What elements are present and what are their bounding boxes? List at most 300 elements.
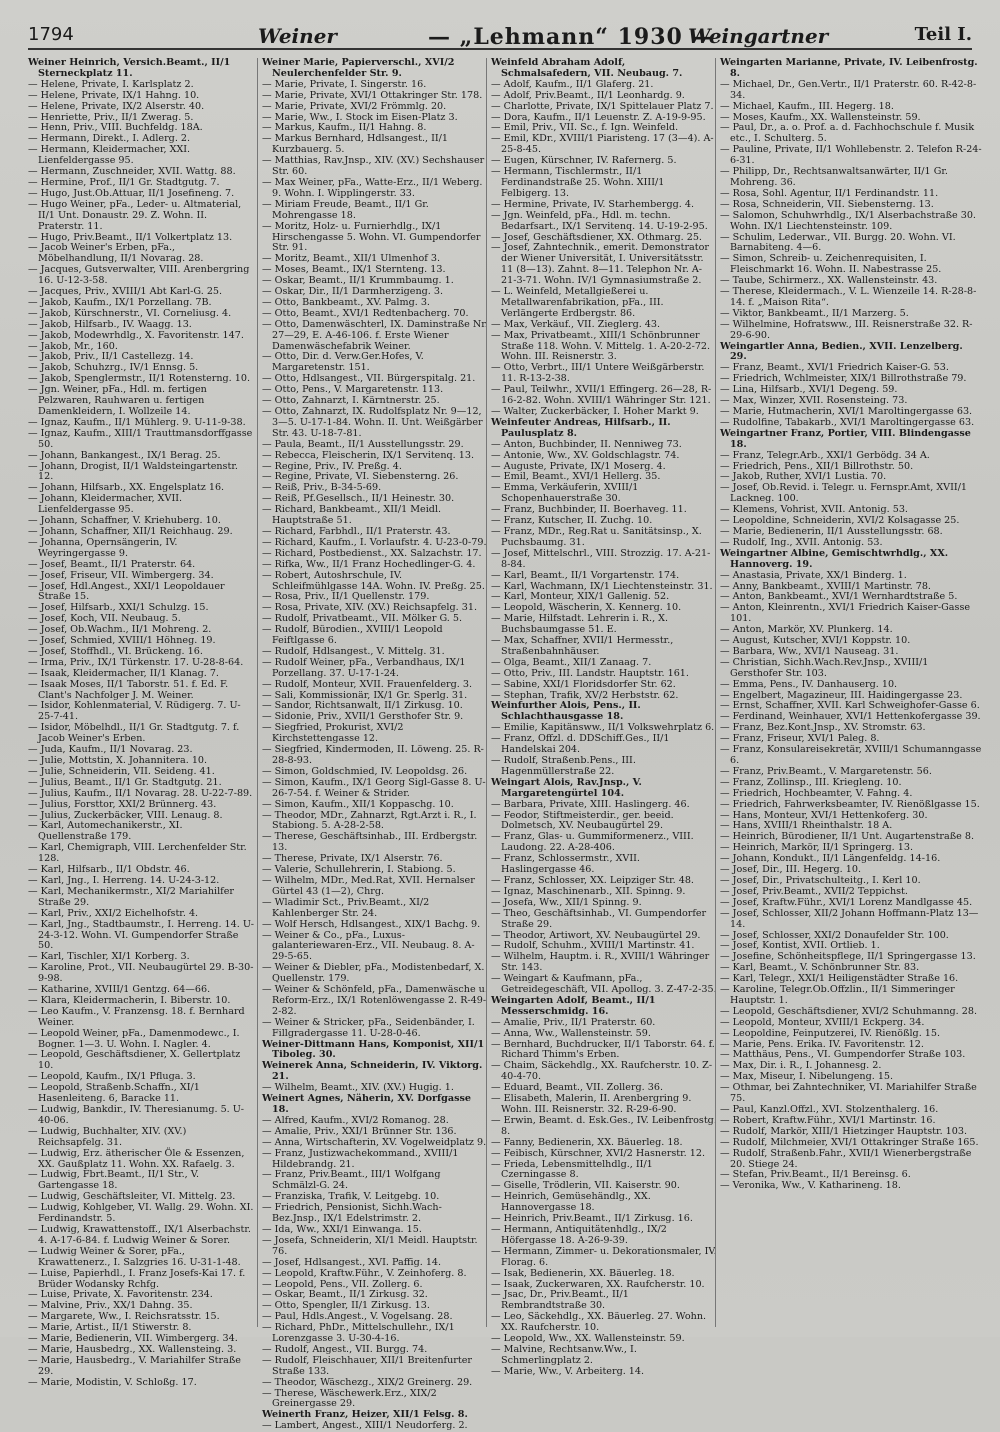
directory-entry: — Marie, Private, XVI/1 Ottakringer Str. 178.: [262, 89, 483, 101]
directory-entry: — Max, Dir. i. R., I. Johannesg. 2.: [720, 1060, 882, 1072]
directory-entry: — Karl, Automechanikerstr., XI. Quellenstraße 179.: [28, 820, 183, 843]
directory-entry: — Sandor, Richtsanwalt, II/1 Zirkusg. 10.: [262, 700, 463, 712]
directory-entry: — Anastasia, Private, XX/1 Binderg. 1.: [720, 569, 907, 581]
directory-entry: — Josef, Schlosser, XII/2 Johann Hoffmann-Platz 13—14.: [720, 907, 979, 930]
directory-entry: — Miriam Freude, Beamt., II/1 Gr. Mohrengasse 18.: [262, 198, 429, 221]
directory-entry: — Rudolf, Privatbeamt., VII. Mölker G. 5.: [262, 613, 463, 625]
directory-entry: — Chaim, Säckehdlg., XX. Raufcherstr. 10. Z-40-4-70.: [491, 1060, 713, 1083]
directory-entry: — Leopoldine, Schneiderin, XVI/2 Kolsagasse 25.: [720, 515, 960, 527]
directory-entry: — Leopold, Wäscherin, X. Kennerg. 10.: [491, 602, 682, 614]
directory-entry: — Simon, Kaufm., XII/1 Koppaschg. 10.: [262, 798, 454, 810]
directory-entry: — Rosa, Sohl. Agentur, II/1 Ferdinandstr. 11.: [720, 187, 939, 199]
directory-entry: — Helene, Private, IX/2 Alserstr. 40.: [28, 100, 205, 112]
directory-entry: — Friedrich, Pensionist, Sichh.Wach-Bez.Jnsp., IX/1 Edelstrimstr. 2.: [262, 1202, 442, 1225]
directory-entry: — Otto, Bankbeamt., XV. Palmg. 3.: [262, 296, 430, 308]
directory-entry: — Franz, Schlossermstr., XVII. Haslingergasse 46.: [491, 853, 640, 876]
page-header: [28, 14, 972, 50]
directory-entry: — Ludwig, Buchhalter, XIV. (XV.) Reichsapfelg. 31.: [28, 1125, 187, 1148]
directory-entry: — Otto, Zahnarzt, IX. Rudolfsplatz Nr. 9—12, 3—5. U-17-1-84. Wohn. II. Unt. Weißgärber Str. 43. U-18-7-81.: [262, 406, 483, 439]
header-first-entry: Weiner: [258, 24, 337, 48]
directory-entry: — Max, Winzer, XVII. Rosensteing. 73.: [720, 395, 908, 407]
directory-entry: — Hans, XVIII/1 Rheinthalstr. 18 A.: [720, 820, 893, 832]
column-3: [486, 57, 717, 1377]
directory-entry: — Josef, Dir., Privatschulteitg., I. Kerl 10.: [720, 874, 921, 886]
directory-entry: — Julius, Forsttor, XXI/2 Brünnerg. 43.: [28, 798, 217, 810]
directory-entry: — Jacques, Priv., XVIII/1 Abt Karl-G. 25.: [28, 286, 223, 298]
directory-entry: — Frieda, Lebensmittelhdlg., II/1 Czerningasse 8.: [491, 1158, 653, 1181]
directory-entry: — Karoline, Prot., VII. Neubaugürtel 29. B-30-9-98.: [28, 962, 254, 985]
directory-entry: — Ludwig, Geschäftsleiter, VI. Mittelg. 23.: [28, 1191, 236, 1203]
directory-entry: — Leopold, Geschäftsdiener, X. Gellertplatz 10.: [28, 1049, 241, 1072]
directory-entry: — Leopold, Straßenb.Schaffn., XI/1 Hasenleiteng. 6, Baracke 11.: [28, 1082, 200, 1105]
directory-entry: — L. Weinfeld, Metallgießerei u. Metallwarenfabrikation, pFa., III. Verlängerte Erdbergstr. 86.: [491, 286, 664, 319]
directory-entry: — Fanny, Bedienerin, XX. Bäuerleg. 18.: [491, 1136, 683, 1148]
directory-entry: — Therese, Kleidermach., V. L. Wienzeile 14. R-28-8-14. f. „Maison Rita“.: [720, 286, 977, 308]
directory-entry: — Moses, Beamt., IX/1 Sternteng. 13.: [262, 264, 446, 276]
directory-entry: — Max Weiner, pFa., Watte-Erz., II/1 Weberg. 9. Wohn. I. Wipplingerstr. 33.: [262, 176, 483, 199]
directory-entry: — Max, Schaffner, XVII/1 Hermesstr., Straßenbahnhäuser.: [491, 635, 674, 657]
column-2: [257, 57, 488, 1432]
directory-entry: — Marie, Private, XVI/2 Frömmlg. 20.: [262, 100, 447, 112]
directory-entry: — Otto, Spengler, II/1 Zirkusg. 13.: [262, 1300, 430, 1312]
directory-entry: — Friedrich, Pens., XII/1 Billrothstr. 50.: [720, 460, 914, 472]
directory-entry: — Leo, Säckehdlg., XX. Bäuerleg. 27. Wohn. XX. Raufcherstr. 10.: [491, 1311, 707, 1334]
directory-entry: — Karl, Tischler, XI/1 Korberg. 3.: [28, 951, 190, 963]
directory-entry: — Richard, PhDr., Mittelschullehr., IX/1 Lorenzgasse 3. U-30-4-16.: [262, 1322, 455, 1345]
directory-entry: — Josef, Koch, VII. Neubaug. 5.: [28, 613, 181, 625]
directory-entry: — Wladimir Sct., Priv.Beamt., XI/2 Kahlenberger Str. 24.: [262, 896, 430, 919]
directory-entry: — Leopold, Geschäftsdiener, XVI/2 Schuhmanng. 28.: [720, 1005, 978, 1017]
directory-entry: — Feibisch, Kürschner, XVI/2 Hasnerstr. 12.: [491, 1147, 706, 1159]
directory-entry: — Franz, Glas- u. Gummiformenerz., VIII. Laudong. 22. A-28-406.: [491, 831, 694, 854]
directory-entry: — Franz, Priv.Beamt., III/1 Wolfgang Schmälzl-G. 24.: [262, 1169, 441, 1192]
directory-entry: Weingartner Albine, Gemischtwrhdlg., XX. Hannoverg. 19.: [720, 547, 949, 570]
page-number: 1794: [28, 24, 74, 45]
directory-entry: — Richard, Postbedienst., XX. Salzachstr. 17.: [262, 547, 482, 559]
directory-entry: — Josefa, Schneiderin, XI/1 Meidl. Hauptstr. 76.: [262, 1234, 478, 1257]
directory-entry: — Jgn. Weinfeld, pFa., Hdl. m. techn. Bedarfsart., IX/1 Servitenq. 14. U-19-2-95.: [491, 209, 708, 232]
directory-entry: — Ignaz, Maschinenarb., XII. Spinng. 9.: [491, 885, 686, 897]
directory-entry: — Josef, Hdlsangest., XVI. Paffig. 14.: [262, 1256, 442, 1268]
directory-entry: — Leopold, Pens., VII. Zollerg. 6.: [262, 1278, 423, 1290]
directory-entry: — Karoline, Telegr.Ob.Offzlin., II/1 Simmeringer Hauptstr. 1.: [720, 984, 955, 1006]
directory-entry: — Josefa, Ww., XII/1 Spinng. 9.: [491, 896, 642, 908]
directory-entry: — Hugo, Priv.Beamt., II/1 Volkertplatz 13.: [28, 231, 233, 243]
directory-entry: Weinerek Anna, Schneiderin, IV. Viktorg. 21.: [262, 1060, 483, 1083]
header-last-entry: Weingartner: [688, 24, 829, 48]
directory-entry: — Amalie, Priv., XXI/1 Brünner Str. 136.: [262, 1125, 457, 1137]
directory-entry: — Matthäus, Pens., VI. Gumpendorfer Straße 103.: [720, 1049, 966, 1061]
directory-entry: — Marie, Bedienerin, VII. Wimbergerg. 34.: [28, 1333, 238, 1345]
directory-entry: — Hermann, Zimmer- u. Dekorationsmaler, IV. Florag. 6.: [491, 1245, 717, 1268]
directory-entry: — Rifka, Ww., II/1 Franz Hochedlinger-G. 4.: [262, 558, 476, 570]
directory-entry: — Josef, Kraftw.Führ., XVI/1 Lorenz Mandlgasse 45.: [720, 896, 973, 908]
directory-entry: Weingartner Franz, Portier, VIII. Blindengasse 18.: [720, 427, 971, 450]
directory-entry: — Ludwig Weiner & Sorer, pFa., Krawattenerz., I. Salzgries 16. U-31-1-48.: [28, 1245, 241, 1268]
directory-entry: — Leo Kaufm., V. Franzensg. 18. f. Bernhard Weiner.: [28, 1005, 245, 1028]
directory-entry: — Josef, Geschäftsdiener, XX. Othmarg. 25.: [491, 231, 702, 243]
directory-entry: — Marie, Ww., I. Stock im Eisen-Platz 3.: [262, 111, 458, 123]
directory-entry: — Ludwig, Fbrt.Beamt., II/1 Str., V. Gartengasse 18.: [28, 1169, 200, 1192]
directory-entry: — Hermine, Prof., II/1 Gr. Stadtgutg. 7.: [28, 176, 220, 188]
directory-entry: — Rudolf, Angest., VII. Burgg. 74.: [262, 1343, 428, 1355]
directory-entry: — Robert, Autoshrschule, IV. Schleifmühlgasse 14A. Wohn. IV. Preßg. 25.: [262, 569, 485, 592]
directory-entry: — Theodor, MDr., Zahnarzt, Rgt.Arzt i. R., I. Stabiong. 5. A-28-2-58.: [262, 809, 477, 832]
directory-entry: — Weiner & Stricker, pFa., Seidenbänder, I. Fillgradergasse 11. U-28-0-46.: [262, 1016, 475, 1039]
directory-entry: — Friedrich, Fahrwerksbeamter, IV. Rienößlgasse 15.: [720, 798, 980, 810]
directory-entry: — Otto, Dir. d. Verw.Ger.Hofes, V. Margaretenstr. 151.: [262, 351, 424, 374]
directory-entry: — Franz, Schlosser, XX. Leipziger Str. 48.: [491, 874, 694, 886]
directory-entry: — Franz, MDr., Reg.Rat u. Sanitätsinsp., X. Puchsbaumg. 31.: [491, 525, 702, 548]
directory-entry: — Jakob, Schuhzrg., IV/1 Ennsg. 5.: [28, 362, 199, 374]
directory-entry: — Franziska, Trafik, V. Leitgebg. 10.: [262, 1191, 440, 1203]
directory-entry: — Wilhelmine, Hofratsww., III. Reisnerstraße 32. R-29-6-90.: [720, 318, 973, 341]
directory-entry: — Eugen, Kürschner, IV. Rafernerg. 5.: [491, 155, 677, 167]
directory-entry: — Juda, Kaufm., II/1 Novarag. 23.: [28, 744, 193, 756]
directory-entry: — Isidor, Möbelhdl., II/1 Gr. Stadtgutg. 7. f. Jacob Weiner's Erben.: [28, 722, 240, 745]
directory-entry: — Viktor, Bankbeamt., II/1 Marzerg. 5.: [720, 307, 909, 319]
directory-entry: — Markus, Kaufm., II/1 Hahng. 8.: [262, 122, 427, 134]
directory-entry: — Rosa, Private, XIV. (XV.) Reichsapfelg. 31.: [262, 602, 477, 614]
directory-entry: — Hermine, Private, IV. Starhembergg. 4.: [491, 198, 695, 210]
directory-entry: — Robert, Kraftw.Führ., XVI/1 Martinstr. 16.: [720, 1114, 936, 1126]
directory-entry: Weingartler Anna, Bedien., XVII. Lenzelberg. 29.: [720, 340, 963, 363]
directory-entry: — Lambert, Angest., XIII/1 Neudorferg. 2.: [262, 1420, 468, 1432]
directory-entry: — Emma, Verkäuferin, XVIII/1 Schopenhauerstraße 30.: [491, 482, 639, 505]
directory-entry: — Hugo, Just.Ob.Attuar, II/1 Josefineng. 7.: [28, 187, 235, 199]
directory-entry: — Moses, Kaufm., XX. Wallensteinstr. 59.: [720, 111, 921, 123]
directory-entry: — Rosa, Schneiderin, VII. Siebensterng. 13.: [720, 198, 934, 210]
directory-entry: — Weiner & Co., pFa., Luxus-galanteriewaren-Erz., VII. Neubaug. 8. A-29-5-65.: [262, 929, 475, 963]
directory-entry: — Valerie, Schullehrerin, I. Stabiong. 5.: [262, 864, 456, 876]
directory-entry: — Leopold Weiner, pFa., Damenmodewc., I. Bogner. 1—3. U. Wohn. I. Nagler. 4.: [28, 1027, 240, 1050]
directory-entry: — Johann, Bankangest., IX/1 Berag. 25.: [28, 449, 221, 461]
directory-entry: — Marie, Hausbedrg., V. Mariahilfer Straße 29.: [28, 1354, 241, 1377]
directory-entry: — Franz, Bez.Kont.Jnsp., XV. Stromstr. 63.: [720, 722, 926, 734]
header-part: Teil I.: [914, 24, 972, 45]
directory-entry: — Rudolf, Ing., XVII. Antonig. 53.: [720, 536, 883, 548]
directory-entry: — Hermann, Zuschneider, XVII. Wattg. 88.: [28, 166, 236, 178]
directory-entry: — Johann, Schaffner, XII/1 Reichhaug. 29.: [28, 525, 233, 537]
directory-entry: — Adolf, Kaufm., II/1 Glaferg. 21.: [491, 78, 654, 90]
directory-entry: — Leopold, Monteur, XVIII/1 Eckperg. 34.: [720, 1016, 925, 1028]
directory-entry: — Veronika, Ww., V. Katharineng. 18.: [720, 1180, 901, 1192]
directory-entry: — Theodor, Artiwort, XV. Neubaugürtel 29.: [491, 929, 701, 941]
directory-entry: — Moritz, Holz- u. Furnierhdlg., IX/1 Hirschengasse 5. Wohn. VI. Gumpendorfer Str. 91.: [262, 220, 481, 254]
directory-entry: — Otto, Hdlsangest., VII. Bürgerspitalg. 21.: [262, 373, 476, 385]
directory-entry: — Leopoldine, Feinputzerei, IV. Rienößlg. 15.: [720, 1027, 941, 1039]
directory-entry: — Max, Verkäuf., VII. Zieglerg. 43.: [491, 318, 661, 330]
directory-entry: — Marie, Modistin, V. Schloßg. 17.: [28, 1376, 197, 1388]
directory-entry: — Marie, Pens. Erika. IV. Favoritenstr. 12.: [720, 1038, 924, 1050]
directory-entry: — Emil, Priv., VII. Sc., f. Ign. Weinfeld.: [491, 122, 679, 134]
directory-entry: — Karl, Jng., I. Herreng. 14. U-24-3-12.: [28, 874, 220, 886]
directory-entry: Weinfurther Alois, Pens., II. Schlachthausgasse 18.: [491, 700, 641, 723]
directory-entry: — Johann, Hilfsarb., XX. Engelsplatz 16.: [28, 482, 225, 494]
directory-entry: — Rudolfine, Tabakarb., XVI/1 Maroltingergasse 63.: [720, 416, 975, 428]
directory-entry: — Engelbert, Magazineur, III. Haidingergasse 23.: [720, 689, 963, 701]
directory-entry: — Franz, Priv.Beamt., V. Margaretenstr. 56.: [720, 765, 932, 777]
directory-entry: — Richard, Farbhdl., II/1 Praterstr. 43.: [262, 525, 451, 537]
directory-entry: — Barbara, Ww., XVI/1 Nauseag. 31.: [720, 645, 899, 657]
directory-entry: — Elisabeth, Malerin, II. Arenbergring 9. Wohn. III. Reisnerstr. 32. R-29-6-90.: [491, 1093, 692, 1115]
directory-entry: — Otto, Beamt., XVI/1 Redtenbacherg. 70.: [262, 307, 469, 319]
directory-entry: — Rudolf Weiner, pFa., Verbandhaus, IX/1 Porzellang. 37. U-17-1-24.: [262, 656, 466, 679]
directory-entry: — Pauline, Private, II/1 Wohllebenstr. 2. Telefon R-24-6-31.: [720, 144, 982, 167]
directory-entry: — Karl, Beamt., II/1 Vorgartenstr. 174.: [491, 569, 680, 581]
directory-entry: — Julius, Kaufm., II/1 Novarag. 28. U-22-7-89.: [28, 787, 253, 799]
directory-entry: — Simon, Schreib- u. Zeichenrequisiten, I. Fleischmarkt 16. Wohn. II. Nabestrasse 25.: [720, 253, 942, 276]
directory-entry: — Regine, Private, VI. Siebensterng. 26.: [262, 471, 459, 483]
directory-entry: — Auguste, Private, IX/1 Moserg. 4.: [491, 460, 666, 472]
directory-entry: — Margarete, Ww., I. Reichsratsstr. 15.: [28, 1311, 220, 1323]
directory-entry: — Franz, Beamt., XVI/1 Friedrich Kaiser-G. 53.: [720, 362, 949, 374]
directory-entry: — Josef, Ob.Wachm., II/1 Mohreng. 2.: [28, 624, 212, 636]
directory-entry: — Paula, Beamt., II/1 Ausstellungsstr. 29.: [262, 438, 464, 450]
directory-entry: — Hugo Weiner, pFa., Leder- u. Altmaterial, II/1 Unt. Donaustr. 29. Z. Wohn. II. Praterstr. 11.: [28, 198, 242, 232]
directory-entry: — Siegfried, Kindermoden, II. Löweng. 25. R-28-8-93.: [262, 744, 484, 766]
directory-entry: — Leopold, Kaufm., IX/1 Pfluga. 3.: [28, 1071, 196, 1083]
directory-entry: — Paul, Dr., a. o. Prof. a. d. Fachhochschule f. Musik etc., I. Schulterg. 5.: [720, 122, 975, 145]
directory-entry: Weinert Agnes, Näherin, XV. Dorfgasse 18.: [262, 1093, 471, 1115]
directory-entry: — Rudolf, Schuhm., XVIII/1 Martinstr. 41.: [491, 940, 695, 952]
directory-entry: Weinerth Franz, Heizer, XII/1 Felsg. 8.: [262, 1409, 468, 1421]
directory-entry: — Rosa, Priv., II/1 Quellenstr. 179.: [262, 591, 430, 603]
directory-entry: — Anton, Kleinrentn., XVI/1 Friedrich Kaiser-Gasse 101.: [720, 602, 971, 625]
directory-entry: — Paul, Teilwhr., XVII/1 Effingerg. 26—28, R-16-2-82. Wohn. XVIII/1 Währinger Str. 121.: [491, 384, 712, 407]
directory-entry: — Karl, Beamt., V. Schönbrunner Str. 83.: [720, 962, 920, 974]
directory-entry: — Franz, Justizwachekommand., XVIII/1 Hildebrandg. 21.: [262, 1147, 459, 1170]
directory-entry: — Philipp, Dr., Rechtsanwaltsanwärter, II/1 Gr. Mohreng. 36.: [720, 166, 948, 188]
directory-entry: — Josef, Kontist, XVII. Ortlieb. 1.: [720, 940, 880, 952]
directory-entry: — Erwin, Beamt. d. Esk.Ges., IV. Leibenfrostg. 8.: [491, 1114, 717, 1137]
directory-entry: — Anna, Ww., Wallensteinstr. 59.: [491, 1027, 651, 1039]
directory-entry: — Reiß, Pf.Gesellsch., II/1 Heinestr. 30.: [262, 493, 455, 505]
directory-entry: — Franz, Friseur, XVI/1 Paleg. 8.: [720, 733, 880, 745]
directory-entry: — Rudolf, Milchmeier, XVI/1 Ottakringer Straße 165.: [720, 1136, 979, 1148]
directory-entry: — Ignaz, Kaufm., XIII/1 Trauttmansdorffgasse 50.: [28, 427, 253, 450]
directory-entry: — Regine, Priv., IV. Preßg. 4.: [262, 460, 402, 472]
directory-entry: — Josef, Beamt., II/1 Praterstr. 64.: [28, 558, 196, 570]
directory-entry: — Luise, Papierhdl., I. Franz Josefs-Kai 17. f. Brüder Wodansky Rchfg.: [28, 1267, 246, 1290]
directory-entry: — Max, Privatbeamt., XIII/1 Schönbrunner Straße 118. Wohn. V. Mittelg. 1. A-20-2-72. Wohn. III. Reisnerstr. 3.: [491, 329, 711, 363]
directory-entry: — Markus Bernhard, Hdlsangest., II/1 Kurzbauerg. 5.: [262, 133, 449, 156]
directory-entry: — Therese, Private, IX/1 Alserstr. 76.: [262, 853, 443, 865]
directory-entry: — Salomon, Schuhwrhdlg., IX/1 Alserbachstraße 30. Wohn. IX/1 Liechtensteinstr. 109.: [720, 209, 976, 232]
directory-entry: — Malvine, Priv., XX/1 Dahng. 35.: [28, 1300, 193, 1312]
directory-entry: — Giselle, Trödlerin, VII. Kaiserstr. 90.: [491, 1180, 680, 1192]
directory-entry: — Helene, Private, I. Karlsplatz 2.: [28, 78, 194, 90]
directory-entry: — Ludwig, Kohlgeber, VI. Wallg. 29. Wohn. XI. Ferdinandstr. 5.: [28, 1202, 254, 1225]
directory-entry: — Franz, Offzl. d. DDSchiff.Ges., II/1 Handelskai 204.: [491, 733, 670, 756]
directory-entry: — Otto, Damenwäschterl, IX. Daminstraße Nr. 27—29, E. A-46-106. f. Erste Wiener Damenwäschefabrik Weiner.: [262, 318, 488, 352]
directory-entry: — Paul, Kanzl.Offzl., XVI. Stolzenthalerg. 16.: [720, 1104, 939, 1115]
directory-entry: — Isaak, Kleidermacher, II/1 Klanag. 7.: [28, 667, 219, 679]
directory-entry: — Jakob, Modewrhdlg., X. Favoritenstr. 147.: [28, 329, 244, 341]
directory-entry: — Marie, Private, I. Singerstr. 16.: [262, 78, 427, 90]
directory-entry: — Rudolf, Bürodien., XVIII/1 Leopold Feiftlgasse 6.: [262, 624, 443, 647]
directory-entry: — Johann, Kondukt., II/1 Längenfeldg. 14-16.: [720, 853, 941, 865]
directory-entry: — Josef, Dir., III. Hegerg. 10.: [720, 864, 862, 876]
directory-entry: — Rudolf, Hdlsangest., V. Mittelg. 31.: [262, 645, 445, 657]
directory-entry: — Isaak Moses, II/1 Taborstr. 51. f. Ed. F. Clant's Nachfolger J. M. Weiner.: [28, 678, 229, 701]
column-4: [715, 58, 982, 1327]
directory-entry: — Josef, Stoffhdl., VI. Brückeng. 16.: [28, 645, 203, 657]
directory-entry: Weingart Alois, Rav.Jnsp., V. Margaretengürtel 104.: [491, 776, 642, 799]
directory-entry: — Josef, Priv.Beamt., XVII/2 Teppichst.: [720, 885, 908, 897]
directory-entry: — Jakob, Priv., II/1 Castellezg. 14.: [28, 351, 194, 363]
directory-entry: — Taube, Schirmerz., XX. Wallensteinstr. 43.: [720, 275, 938, 287]
directory-entry: — Simon, Goldschmied, IV. Leopoldsg. 26.: [262, 765, 468, 777]
directory-entry: — Simon, Kaufm., IX/1 Georg Sigl-Gasse 8. U-26-7-54. f. Weiner & Strider.: [262, 776, 486, 799]
directory-entry: — Rebecca, Fleischerin, IX/1 Servitenq. 13.: [262, 449, 475, 461]
directory-entry: — Irma, Priv., IX/1 Türkenstr. 17. U-28-8-64.: [28, 656, 244, 668]
directory-entry: — Dora, Kaufm., II/1 Leuenstr. Z. A-19-9-95.: [491, 111, 706, 123]
directory-entry: — Jakob, Kürschnerstr., VI. Corneliusg. 4.: [28, 307, 232, 319]
directory-entry: — Karl, Chemigraph, VIII. Lerchenfelder Str. 128.: [28, 842, 247, 865]
directory-entry: — Josef, Hdl.Angest., XXI/1 Leopoldauer Straße 15.: [28, 580, 225, 603]
directory-entry: — Isidor, Kohlenmaterial, V. Rüdigerg. 7. U-25-7-41.: [28, 700, 241, 723]
directory-entry: — Olga, Beamt., XII/1 Zanaag. 7.: [491, 656, 652, 668]
directory-entry: — Emil, KDr., XVIII/1 Piaristeng. 17 (3—4). A-25-8-45.: [491, 133, 714, 156]
directory-entry: — Johanna, Opernsängerin, IV. Weyringergasse 9.: [28, 536, 178, 559]
directory-entry: — Eduard, Beamt., VII. Zollerg. 36.: [491, 1082, 664, 1094]
directory-entry: — Moritz, Beamt., XII/1 Ulmenhof 3.: [262, 253, 441, 265]
directory-entry: — Marie, Ww., V. Arbeiterg. 14.: [491, 1365, 645, 1377]
directory-entry: — Oskar, Beamt., II/1 Zirkusg. 32.: [262, 1289, 428, 1301]
directory-entry: — Wolf Hersch, Hdlsangest., XIX/1 Bachg. 9.: [262, 918, 481, 930]
directory-entry: — Anna, Wirtschafterin, XV. Vogelweidplatz 9.: [262, 1136, 487, 1148]
directory-entry: — Richard, Bankbeamt., XII/1 Meidl. Hauptstraße 51.: [262, 504, 442, 527]
directory-entry: — Adolf, Priv.Beamt., II/1 Leonhardg. 9.: [491, 89, 685, 101]
directory-entry: — Hermann, Antiquitätenhdlg., IX/2 Höfergasse 18. A-26-9-39.: [491, 1223, 667, 1246]
directory-entry: — Franz, Konsulareisekretär, XVIII/1 Schumanngasse 6.: [720, 744, 982, 766]
directory-entry: — Antonie, Ww., XV. Goldschlagstr. 74.: [491, 449, 680, 461]
directory-entry: Weinfeld Abraham Adolf, Schmalsafedern, VII. Neubaug. 7.: [491, 57, 683, 79]
directory-entry: — Josefine, Schönheitspflege, II/1 Springergasse 13.: [720, 951, 976, 963]
directory-entry: — Julie, Mottstin, X. Johannitera. 10.: [28, 755, 208, 766]
directory-entry: Weingarten Marianne, Private, IV. Leibenfrostg. 8.: [720, 57, 978, 79]
directory-entry: — Franz, Buchbinder, II. Boerhaveg. 11.: [491, 504, 687, 516]
directory-entry: — Katharine, XVIII/1 Gentzg. 64—66.: [28, 984, 211, 996]
directory-entry: — Jakob, Spenglermstr., II/1 Rotensterng. 10.: [28, 373, 251, 385]
directory-entry: — Marie, Hausbedrg., XX. Wallensteing. 3.: [28, 1343, 237, 1355]
directory-entry: — Theodor, Wäschezg., XIX/2 Greinerg. 29.: [262, 1376, 473, 1388]
directory-entry: — Bernhard, Buchdrucker, II/1 Taborstr. 64. f. Richard Thimm's Erben.: [491, 1038, 715, 1061]
directory-entry: — Richard, Kaufm., I. Vorlaufstr. 4. U-23-0-79.: [262, 536, 487, 548]
directory-entry: — Otto, Priv., III. Landstr. Hauptstr. 161.: [491, 667, 689, 679]
directory-entry: — Ignaz, Kaufm., II/1 Mühlerg. 9. U-11-9-38.: [28, 416, 246, 428]
directory-entry: — Jakob, Ruther, XVI/1 Lustia. 70.: [720, 471, 887, 483]
directory-entry: — Othmar, bei Zahntechniker, VI. Mariahilfer Straße 75.: [720, 1082, 977, 1105]
directory-entry: Weingarten Adolf, Beamt., II/1 Messerschmidg. 16.: [491, 994, 656, 1017]
directory-entry: — Therese, Geschäftsinhab., III. Erdbergstr. 13.: [262, 831, 478, 854]
directory-entry: — Sabine, XXI/1 Floridsdorfer Str. 62.: [491, 678, 676, 690]
directory-entry: — Siegfried, Prokurist, XVI/2 Kirchstettengasse 12.: [262, 722, 404, 745]
directory-entry: — Weingart & Kaufmann, pFa., Getreidegeschäft, VII. Apollog. 3. Z-47-2-35.: [491, 973, 717, 996]
directory-entry: — Max, Miseur, I. Nibelungeng. 15.: [720, 1071, 894, 1083]
directory-entry: — Julie, Schneiderin, VII. Seideng. 41.: [28, 765, 215, 777]
directory-entry: — Stefan, Priv.Beamt., II/1 Bereinsg. 6.: [720, 1169, 911, 1181]
directory-entry: — Franz, Kutscher, II. Zuchg. 10.: [491, 515, 653, 527]
header-title: — „Lehmann“ 1930 —: [428, 24, 715, 50]
directory-entry: — Marie, Bedienerin, II/1 Ausstellungsstr. 68.: [720, 525, 943, 537]
directory-entry: — Heinrich, Markör, II/1 Springerg. 13.: [720, 842, 914, 854]
directory-entry: — Klemens, Vohrist, XVII. Antonig. 53.: [720, 504, 908, 516]
directory-entry: — Hermann, Tischlermstr., II/1 Ferdinandstraße 25. Wohn. XIII/1 Felbigerg. 13.: [491, 166, 665, 199]
directory-entry: — Walter, Zuckerbäcker, I. Hoher Markt 9.: [491, 406, 699, 417]
directory-entry: — Therese, Wäschewerk.Erz., XIX/2 Greinergasse 29.: [262, 1387, 437, 1410]
directory-entry: — Wilhelm, Beamt., XIV. (XV.) Hugig. 1.: [262, 1082, 454, 1094]
directory-entry: — Wilhelm, MDr., Med.Rat, XVII. Hernalser Gürtel 43 (1—2), Chrg.: [262, 874, 475, 897]
directory-entry: — Friedrich, Wchlmeister, XIX/1 Billrothstraße 79.: [720, 373, 967, 385]
directory-entry: — Leopold, Ww., XX. Wallensteinstr. 59.: [491, 1333, 685, 1345]
directory-entry: — Otto, Pens., V. Margaretenstr. 113.: [262, 384, 444, 396]
directory-entry: — Emil, Beamt., XVI/1 Hellerg. 35.: [491, 471, 661, 483]
directory-entry: — Karl, Wachmann, IX/1 Liechtensteinstr. 31.: [491, 580, 713, 592]
directory-entry: — Hans, Monteur, XVI/1 Hettenkoferg. 30.: [720, 809, 928, 821]
directory-entry: — Charlotte, Private, IX/1 Spittelauer Platz 7.: [491, 100, 714, 112]
directory-entry: — Theo, Geschäftsinhab., VI. Gumpendorfer Straße 29.: [491, 907, 707, 930]
directory-entry: — Ludwig, Krawattenstoff., IX/1 Alserbachstr. 4. A-17-6-84. f. Ludwig Weiner & Sorer.: [28, 1223, 251, 1246]
directory-entry: — Josef, Ob.Revid. i. Telegr. u. Fernspr.Amt, XVII/1 Lackneg. 100.: [720, 482, 968, 505]
directory-entry: — Ludwig, Erz. ätherischer Öle & Essenzen, XX. Gaußplatz 11. Wohn. XX. Rafaelg. 3.: [28, 1147, 245, 1170]
directory-entry: — Helene, Private, IX/1 Hahng. 10.: [28, 89, 200, 101]
directory-entry: — Leopold, Kraftw.Führ., V. Zeinhoferg. 8.: [262, 1267, 467, 1279]
column-1: [28, 57, 255, 1388]
directory-entry: — Karl, Monteur, XIX/1 Gallenig. 52.: [491, 591, 670, 603]
directory-entry: — Josef, Friseur, VII. Wimbergerg. 34.: [28, 569, 214, 581]
directory-entry: — Schulim, Lederwar., VII. Burgg. 20. Wohn. VI. Barnabiteng. 4—6.: [720, 231, 956, 254]
directory-entry: — Ferdinand, Weinhauer, XVI/1 Hettenkofergasse 39.: [720, 711, 981, 723]
directory-entry: — Josef, Zahntechnik., emerit. Demonstrator der Wiener Universität, I. Universitätsstr. 11 (8—13). Zahnt. 8—11. Telephon Nr. A-21-3-71. Wohn. IV/1 Gymnasiumstraße 2.: [491, 242, 709, 287]
directory-entry: — Weiner & Diebler, pFa., Modistenbedarf, X. Quellenstr. 179.: [262, 962, 485, 985]
directory-entry: Weiner Marie, Papierverschl., XVI/2 Neulerchenfelder Str. 9.: [262, 57, 455, 79]
directory-entry: — Johann, Kleidermacher, XVII. Lienfeldergasse 95.: [28, 493, 183, 516]
directory-entry: — Isak, Bedienerin, XX. Bäuerleg. 18.: [491, 1267, 675, 1279]
directory-entry: — Jakob, Mr., 160.: [28, 340, 118, 352]
directory-entry: Weiner-Dittmann Hans, Komponist, XII/1 Tiboleg. 30.: [262, 1038, 485, 1061]
directory-entry: — Stephan, Trafik, XV/2 Herbststr. 62.: [491, 689, 679, 701]
directory-entry: — Henn, Priv., VIII. Buchfeldg. 18A.: [28, 122, 203, 134]
directory-entry: — Michael, Kaufm., III. Hegerg. 18.: [720, 100, 894, 112]
directory-entry: — Henriette, Priv., II/1 Zwerag. 5.: [28, 111, 194, 123]
directory-entry: — Isaak, Zuckerwaren, XX. Raufcherstr. 10.: [491, 1278, 705, 1290]
directory-entry: — Ida, Ww., XXI/1 Einwanga. 15.: [262, 1223, 422, 1235]
directory-entry: Weinfeuter Andreas, Hilfsarb., II. Paulusplatz 8.: [491, 416, 671, 439]
directory-entry: — Michael, Dr., Gen.Vertr., II/1 Praterstr. 60. R-42-8-34.: [720, 78, 977, 101]
directory-entry: Weiner Heinrich, Versich.Beamt., II/1 Sterneckplatz 11.: [28, 57, 231, 79]
directory-entry: — Johann, Drogist, II/1 Waldsteingartenstr. 12.: [28, 460, 238, 483]
directory-entry: — Jacob Weiner's Erben, pFa., Möbelhandlung, II/1 Novarag. 28.: [28, 242, 204, 265]
directory-entry: — Karl, Hilfsarb., II/1 Obdstr. 46.: [28, 864, 190, 876]
directory-entry: — August, Kutscher, XVI/1 Koppstr. 10.: [720, 635, 911, 647]
directory-entry: — Jgn. Weiner, pFa., Hdl. m. fertigen Pelzwaren, Rauhwaren u. fertigen Damenkleidern, I. Wollzeile 14.: [28, 384, 207, 417]
directory-entry: — Anton, Markör, XV. Plunkerg. 14.: [720, 624, 893, 636]
directory-entry: — Josef, Schmied, XVIII/1 Höhneg. 19.: [28, 635, 216, 647]
directory-entry: — Emma, Pens., IV. Danhauserg. 10.: [720, 678, 898, 690]
directory-entry: — Rudolf, Markör, XIII/1 Hietzinger Hauptstr. 103.: [720, 1125, 968, 1137]
directory-entry: — Klara, Kleidermacherin, I. Biberstr. 10.: [28, 994, 231, 1006]
directory-columns: [28, 57, 982, 1432]
directory-entry: — Rudolf, Straßenb.Fahr., XVII/1 Wienerbergstraße 20. Stiege 24.: [720, 1147, 972, 1170]
directory-entry: — Christian, Sichh.Wach.Rev.Jnsp., XVIII/1 Gersthofer Str. 103.: [720, 656, 929, 679]
directory-entry: — Weiner & Schönfeld, pFa., Damenwäsche u. Reform-Erz., IX/1 Rotenlöwengasse 2. R-49-2-82.: [262, 984, 488, 1017]
directory-entry: — Marie, Hilfstadt. Lehrerin i. R., X. Buchsbaumgasse 51. E.: [491, 613, 669, 636]
directory-entry: — Feodor, Stiftmeisterdir., ger. beeid. Dolmetsch, XV. Neubaugürtel 29.: [491, 809, 674, 832]
directory-entry: — Karl, Telegr., XXI/1 Heiligenstädter Straße 16.: [720, 973, 959, 985]
directory-entry: — Anny, Bankbeamt., XVIII/1 Martinstr. 78.: [720, 580, 931, 592]
